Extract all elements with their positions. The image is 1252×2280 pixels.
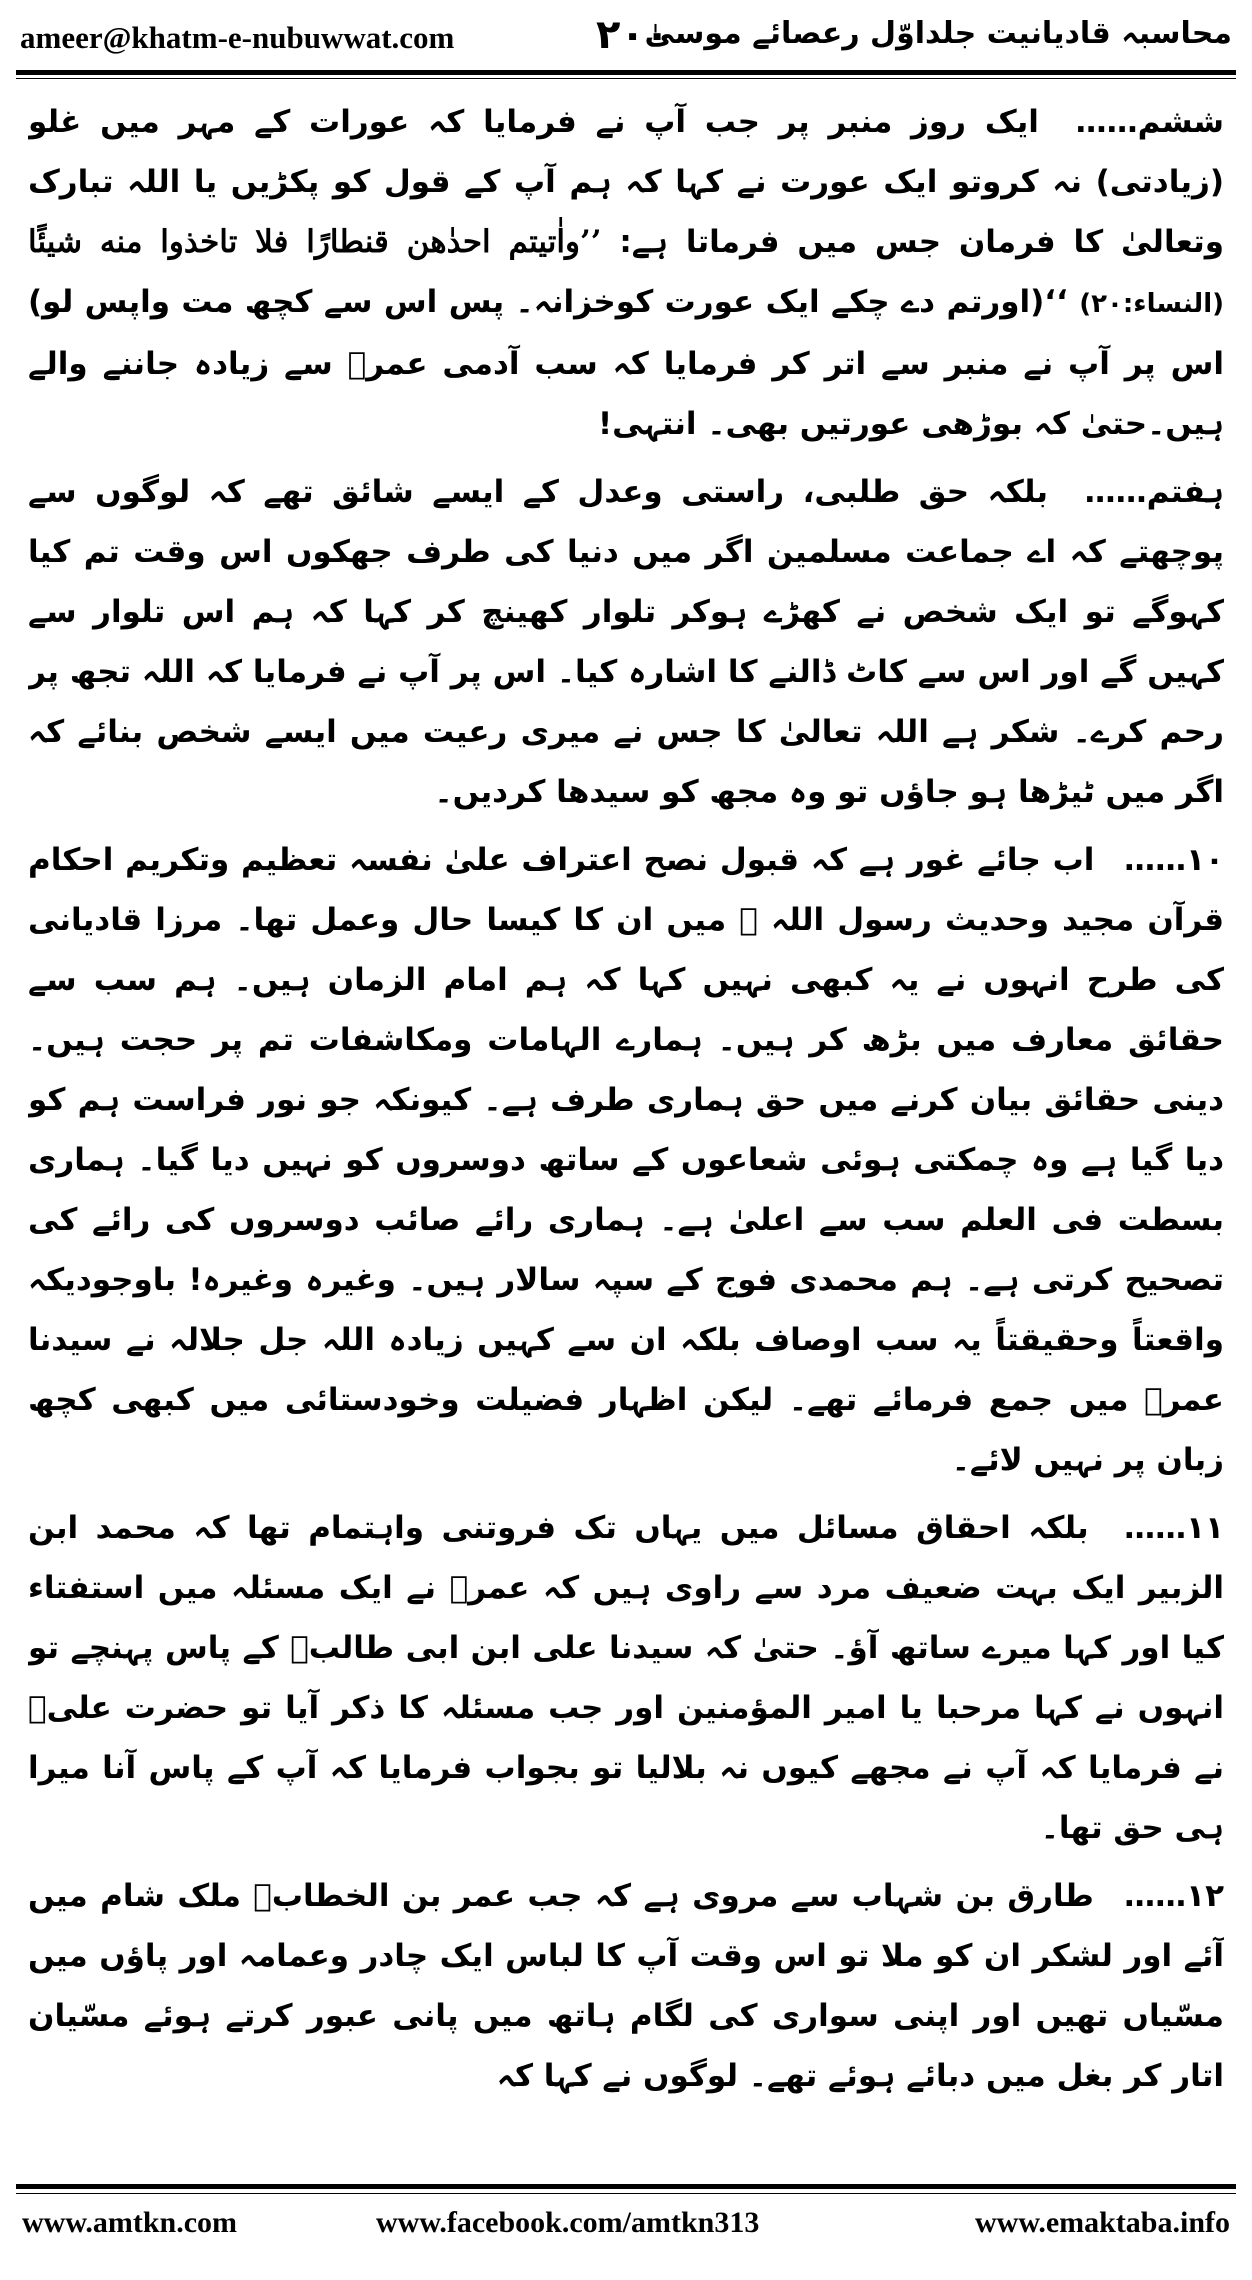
footer-link-emaktaba[interactable]: www.emaktaba.info xyxy=(974,2206,1230,2239)
header-email: ameer@khatm-e-nubuwwat.com xyxy=(20,20,455,55)
footer-link-facebook[interactable]: www.facebook.com/amtkn313 xyxy=(376,2206,760,2239)
paragraph-text: اب جائے غور ہے کہ قبول نصح اعتراف علیٰ نفسہ تعظیم وتکریم احکام قرآن مجید وحدیث رسول اللہ ﷺ میں ان کا کیسا حال وعمل تھا۔ مرزا قادیانی کی طرح انہوں نے یہ کبھی نہیں کہا کہ ہم امام الزمان ہیں۔ ہم سب سے حقائق معارف میں بڑھ کر ہیں۔ ہمارے الہامات ومکاشفات تم پر حجت ہیں۔ دینی حقائق بیان کرنے میں حق ہماری طرف ہے۔ کیونکہ جو نور فراست ہم کو دیا گیا ہے وہ چمکتی ہوئی شعاعوں کے ساتھ دوسروں کو نہیں دیا گیا۔ ہماری بسطت فی العلم سب سے اعلیٰ ہے۔ ہماری رائے صائب دوسروں کی رائے کی تصحیح کرتی ہے۔ ہم محمدی فوج کے سپہ سالار ہیں۔ وغیرہ وغیرہ! باوجودیکہ واقعتاً وحقیقتاً یہ سب اوصاف بلکہ ان سے کہیں زیادہ اللہ جل جلالہ نے سیدنا عمرؓ میں جمع فرمائے تھے۔ لیکن اظہار فضیلت وخودستائی میں کبھی کچھ زبان پر نہیں لائے۔ xyxy=(28,842,1224,1478)
paragraph-label: ۱۱…… xyxy=(1124,1510,1224,1546)
paragraph-label: ۱۲…… xyxy=(1124,1878,1224,1914)
page-header xyxy=(16,8,1236,68)
book-title: محاسبہ قادیانیت جلداوّل رعصائے موسیٰ xyxy=(644,16,1232,51)
paragraph-label: ۱۰…… xyxy=(1124,842,1224,878)
paragraph-text: طارق بن شہاب سے مروی ہے کہ جب عمر بن الخطابؓ ملک شام میں آئے اور لشکر ان کو ملا تو اس وقت آپ کا لباس ایک چادر وعمامہ اور پاؤں میں مسّیاں تھیں اور اپنی سواری کی لگام ہاتھ میں پانی عبور کرتے ہوئے مسّیان اتار کر بغل میں دبائے ہوئے تھے۔ لوگوں نے کہا کہ xyxy=(28,1878,1224,2094)
quran-quote: ’’واٰتیتم احدٰھن قنطارًا فلا تاخذوا منه شیئًا xyxy=(28,224,602,260)
footer-rule-thick xyxy=(16,2184,1236,2189)
header-rule-thick xyxy=(16,70,1236,75)
paragraph-text: بلکہ احقاق مسائل میں یہاں تک فروتنی واہتمام تھا کہ محمد ابن الزبیر ایک بہت ضعیف مرد سے راوی ہیں کہ عمرؓ نے ایک مسئلہ میں استفتاء کیا اور کہا میرے ساتھ آؤ۔ حتیٰ کہ سیدنا علی ابن ابی طالبؓ کے پاس پہنچے تو انہوں نے کہا مرحبا یا امیر المؤمنین اور جب مسئلہ کا ذکر آیا تو حضرت علیؓ نے فرمایا کہ آپ نے مجھے کیوں نہ بلالیا تو بجواب فرمایا کہ آپ کے پاس آنا میرا ہی حق تھا۔ xyxy=(28,1510,1224,1846)
paragraph-10 xyxy=(28,830,1224,1490)
footer-link-amtkn[interactable]: www.amtkn.com xyxy=(22,2206,237,2239)
quran-reference: (النساء:۲۰) xyxy=(1079,289,1224,319)
page-number: ۲۰۰ xyxy=(596,12,670,58)
page-footer xyxy=(16,2206,1236,2256)
page-body xyxy=(28,92,1224,2142)
paragraph-12 xyxy=(28,1866,1224,2106)
paragraph-text-continued: ‘‘(اورتم دے چکے ایک عورت کوخزانہ۔ پس اس سے کچھ مت واپس لو) اس پر آپ نے منبر سے اتر کر فرمایا کہ سب آدمی عمرؓ سے زیادہ جاننے والے ہیں۔حتیٰ کہ بوڑھی عورتیں بھی۔ انتہی! xyxy=(28,284,1224,442)
paragraph-11 xyxy=(28,1498,1224,1858)
paragraph-text: بلکہ حق طلبی، راستی وعدل کے ایسے شائق تھے کہ لوگوں سے پوچھتے کہ اے جماعت مسلمین اگر میں دنیا کی طرف جھکوں اس وقت تم کیا کہوگے تو ایک شخص نے کھڑے ہوکر تلوار کھینچ کر کہا کہ ہم اس تلوار سے کہیں گے اور اس سے کاٹ ڈالنے کا اشارہ کیا۔ اس پر آپ نے فرمایا کہ اللہ تجھ پر رحم کرے۔ شکر ہے اللہ تعالیٰ کا جس نے میری رعیت میں ایسے شخص بنائے کہ اگر میں ٹیڑھا ہو جاؤں تو وہ مجھ کو سیدھا کردیں۔ xyxy=(28,474,1224,810)
paragraph-text: ایک روز منبر پر جب آپ نے فرمایا کہ عورات کے مہر میں غلو (زیادتی) نہ کروتو ایک عورت نے کہا کہ ہم آپ کے قول کو پکڑیں یا اللہ تبارک وتعالیٰ کا فرمان جس میں فرماتا ہے: xyxy=(28,104,1224,260)
header-rule-thin xyxy=(16,78,1236,79)
paragraph-label: ششم…… xyxy=(1075,104,1224,140)
paragraph-6 xyxy=(28,92,1224,454)
paragraph-label: ہفتم…… xyxy=(1084,474,1224,510)
paragraph-7 xyxy=(28,462,1224,822)
footer-rule-thin xyxy=(16,2193,1236,2194)
